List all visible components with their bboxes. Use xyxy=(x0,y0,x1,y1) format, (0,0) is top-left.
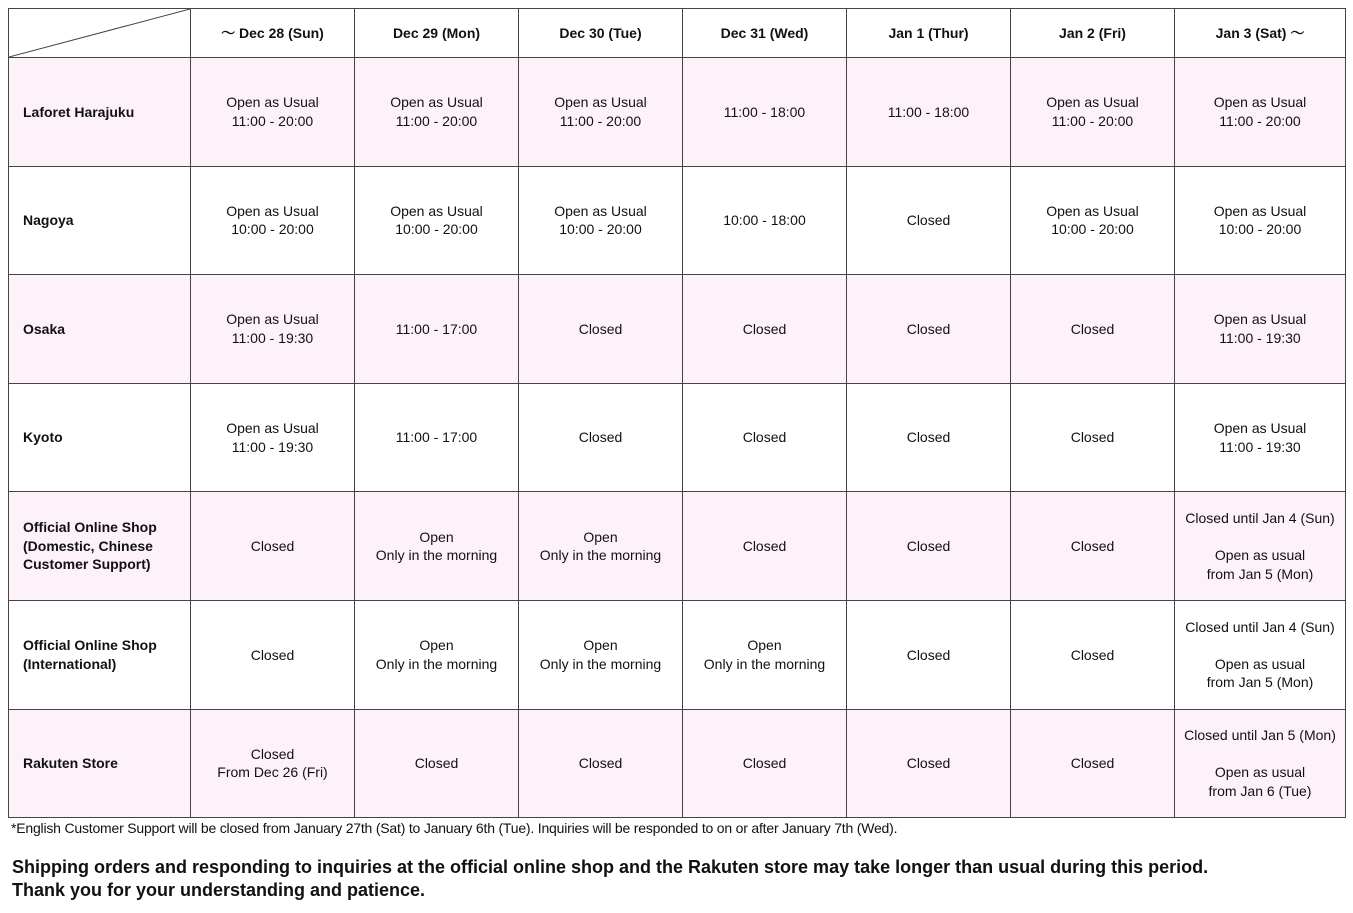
store-name xyxy=(9,383,191,492)
schedule-body xyxy=(9,58,1346,818)
cell-line: Closed xyxy=(906,755,951,772)
store-name xyxy=(9,492,191,601)
schedule-cell xyxy=(355,383,519,492)
cell-line: from Jan 6 (Tue) xyxy=(1208,782,1312,799)
cell-line: 10:00 - 20:00 xyxy=(1051,221,1134,238)
schedule-cell xyxy=(1011,275,1175,384)
cell-line: Open as Usual xyxy=(1213,311,1307,328)
cell-line: 11:00 - 19:30 xyxy=(231,329,314,346)
schedule-cell xyxy=(847,383,1011,492)
column-header: ～ Dec 28 (Sun) xyxy=(191,9,355,58)
schedule-cell xyxy=(683,383,847,492)
cell-line: Closed xyxy=(906,646,951,663)
cell-line: From Dec 26 (Fri) xyxy=(217,764,328,781)
schedule-cell xyxy=(847,275,1011,384)
corner-cell xyxy=(9,9,191,58)
schedule-cell xyxy=(355,166,519,275)
schedule-cell xyxy=(355,709,519,818)
schedule-cell xyxy=(683,492,847,601)
cell-line: Closed xyxy=(1070,320,1115,337)
schedule-cell xyxy=(191,600,355,709)
schedule-cell xyxy=(191,492,355,601)
cell-line: Closed xyxy=(742,537,787,554)
schedule-cell xyxy=(355,492,519,601)
schedule-cell xyxy=(191,383,355,492)
schedule-cell xyxy=(191,166,355,275)
cell-line: Open xyxy=(583,528,618,545)
cell-line: Open as Usual xyxy=(226,94,319,111)
cell-line: Closed xyxy=(1070,537,1115,554)
schedule-cell xyxy=(683,600,847,709)
store-name xyxy=(9,166,191,275)
schedule-cell xyxy=(847,166,1011,275)
cell-line: Closed xyxy=(1070,646,1115,663)
cell-line: 10:00 - 20:00 xyxy=(231,221,314,238)
column-header: Jan 3 (Sat) ～ xyxy=(1175,9,1346,58)
schedule-cell xyxy=(1175,166,1346,275)
cell-line: Closed xyxy=(414,755,459,772)
store-name-line: Nagoya xyxy=(23,212,74,229)
cell-line: Closed xyxy=(578,429,623,446)
cell-line: 10:00 - 20:00 xyxy=(559,221,642,238)
store-name xyxy=(9,600,191,709)
schedule-cell xyxy=(847,492,1011,601)
schedule-cell xyxy=(355,58,519,167)
cell-line: Closed xyxy=(906,212,951,229)
schedule-cell xyxy=(1011,600,1175,709)
schedule-cell xyxy=(1175,383,1346,492)
cell-line: Only in the morning xyxy=(375,547,498,564)
cell-line: Open as Usual xyxy=(554,94,647,111)
schedule-cell xyxy=(1011,492,1175,601)
schedule-cell xyxy=(1175,58,1346,167)
cell-line: Open as Usual xyxy=(226,311,319,328)
cell-line: Closed xyxy=(906,320,951,337)
cell-line: 11:00 - 20:00 xyxy=(1219,112,1301,129)
cell-line: 11:00 - 17:00 xyxy=(395,320,478,337)
cell-line: Closed xyxy=(578,755,623,772)
table-row xyxy=(9,383,1346,492)
notice-line-1: Shipping orders and responding to inquiries at the official online shop and the Rakuten store may take longer than usual during this period. xyxy=(12,857,1209,877)
schedule-cell xyxy=(191,275,355,384)
holiday-schedule-table xyxy=(8,8,1346,818)
table-row xyxy=(9,275,1346,384)
header-row xyxy=(9,9,1346,58)
cell-line: Only in the morning xyxy=(375,655,498,672)
schedule-cell xyxy=(683,166,847,275)
line-gap xyxy=(1175,636,1345,655)
store-name-line: (International) xyxy=(23,655,117,672)
schedule-cell xyxy=(1011,709,1175,818)
column-header: Dec 31 (Wed) xyxy=(683,9,847,58)
schedule-cell xyxy=(1175,275,1346,384)
store-name-line: Customer Support) xyxy=(23,556,151,573)
schedule-cell xyxy=(1175,709,1346,818)
schedule-cell xyxy=(1011,166,1175,275)
cell-line: Open as usual xyxy=(1214,764,1306,781)
cell-line: 11:00 - 19:30 xyxy=(1219,329,1301,346)
store-name xyxy=(9,58,191,167)
cell-line: Closed xyxy=(1070,755,1115,772)
cell-line: 11:00 - 18:00 xyxy=(887,103,970,120)
cell-line: Only in the morning xyxy=(539,547,662,564)
schedule-cell xyxy=(683,58,847,167)
cell-line: Open as Usual xyxy=(226,202,319,219)
store-name-line: Official Online Shop xyxy=(23,637,157,654)
schedule-cell xyxy=(519,166,683,275)
store-name-line: Official Online Shop xyxy=(23,519,157,536)
schedule-cell xyxy=(847,58,1011,167)
cell-line: Closed xyxy=(1070,429,1115,446)
cell-line: Closed xyxy=(742,429,787,446)
cell-line: Open xyxy=(419,637,454,654)
schedule-cell xyxy=(519,383,683,492)
cell-line: Closed xyxy=(578,320,623,337)
cell-line: Open xyxy=(583,637,618,654)
cell-line: Open as Usual xyxy=(226,420,319,437)
cell-line: Closed until Jan 5 (Mon) xyxy=(1184,727,1336,744)
store-name-line: Laforet Harajuku xyxy=(23,103,135,120)
schedule-cell xyxy=(683,275,847,384)
schedule-cell xyxy=(519,600,683,709)
cell-line: Closed until Jan 4 (Sun) xyxy=(1185,510,1335,527)
cell-line: 11:00 - 19:30 xyxy=(231,438,314,455)
table-row xyxy=(9,58,1346,167)
cell-line: from Jan 5 (Mon) xyxy=(1206,674,1314,691)
store-name xyxy=(9,275,191,384)
column-header: Jan 2 (Fri) xyxy=(1011,9,1175,58)
cell-line: Open as Usual xyxy=(1213,94,1307,111)
cell-line: Closed xyxy=(250,745,295,762)
schedule-cell xyxy=(519,58,683,167)
schedule-cell xyxy=(355,275,519,384)
cell-line: 10:00 - 18:00 xyxy=(723,212,806,229)
cell-line: 10:00 - 20:00 xyxy=(395,221,478,238)
cell-line: 11:00 - 20:00 xyxy=(231,112,314,129)
cell-line: Open xyxy=(747,637,782,654)
cell-line: from Jan 5 (Mon) xyxy=(1206,565,1314,582)
diagonal-divider xyxy=(9,9,190,57)
schedule-cell xyxy=(191,709,355,818)
table-row xyxy=(9,709,1346,818)
column-header: Dec 30 (Tue) xyxy=(519,9,683,58)
column-header: Dec 29 (Mon) xyxy=(355,9,519,58)
cell-line: 11:00 - 19:30 xyxy=(1219,438,1301,455)
schedule-cell xyxy=(519,275,683,384)
store-name-line: Kyoto xyxy=(23,429,63,446)
cell-line: 10:00 - 20:00 xyxy=(1218,221,1302,238)
schedule-cell xyxy=(847,600,1011,709)
schedule-cell xyxy=(191,58,355,167)
cell-line: Closed xyxy=(250,537,295,554)
cell-line: Open as Usual xyxy=(390,94,483,111)
schedule-cell xyxy=(683,709,847,818)
cell-line: Open as Usual xyxy=(1213,202,1307,219)
cell-line: Closed xyxy=(906,537,951,554)
cell-line: Open as usual xyxy=(1214,547,1306,564)
cell-line: Open xyxy=(419,528,454,545)
cell-line: Open as Usual xyxy=(1213,420,1307,437)
store-name-line: Osaka xyxy=(23,320,66,337)
column-header: Jan 1 (Thur) xyxy=(847,9,1011,58)
cell-line: Closed xyxy=(742,755,787,772)
cell-line: Closed until Jan 4 (Sun) xyxy=(1185,618,1335,635)
footnote: *English Customer Support will be closed from January 27th (Sat) to January 6th (Tue). Inquiries will be responded to on or after January 7th (Wed). xyxy=(11,820,898,836)
cell-line: Only in the morning xyxy=(539,655,662,672)
line-gap xyxy=(1175,745,1345,764)
schedule-cell xyxy=(1011,383,1175,492)
store-name-line: (Domestic, Chinese xyxy=(23,537,153,554)
notice-line-2: Thank you for your understanding and patience. xyxy=(12,880,426,900)
table-row xyxy=(9,166,1346,275)
cell-line: 11:00 - 17:00 xyxy=(395,429,478,446)
cell-line: Closed xyxy=(742,320,787,337)
table-row xyxy=(9,600,1346,709)
schedule-cell xyxy=(1175,600,1346,709)
line-gap xyxy=(1175,528,1345,547)
cell-line: Open as usual xyxy=(1214,655,1306,672)
cell-line: 11:00 - 20:00 xyxy=(559,112,642,129)
cell-line: Open as Usual xyxy=(390,202,483,219)
cell-line: Only in the morning xyxy=(703,655,826,672)
table-row xyxy=(9,492,1346,601)
cell-line: 11:00 - 18:00 xyxy=(723,103,806,120)
cell-line: Closed xyxy=(906,429,951,446)
schedule-cell xyxy=(519,492,683,601)
schedule-cell xyxy=(1011,58,1175,167)
schedule-cell xyxy=(1175,492,1346,601)
cell-line: Closed xyxy=(250,646,295,663)
cell-line: Open as Usual xyxy=(1046,94,1139,111)
schedule-cell xyxy=(847,709,1011,818)
shipping-notice xyxy=(12,856,1208,902)
cell-line: 11:00 - 20:00 xyxy=(1051,112,1134,129)
store-name xyxy=(9,709,191,818)
schedule-cell xyxy=(519,709,683,818)
schedule-cell xyxy=(355,600,519,709)
cell-line: 11:00 - 20:00 xyxy=(395,112,478,129)
store-name-line: Rakuten Store xyxy=(23,755,118,772)
cell-line: Open as Usual xyxy=(554,202,647,219)
cell-line: Open as Usual xyxy=(1046,202,1139,219)
